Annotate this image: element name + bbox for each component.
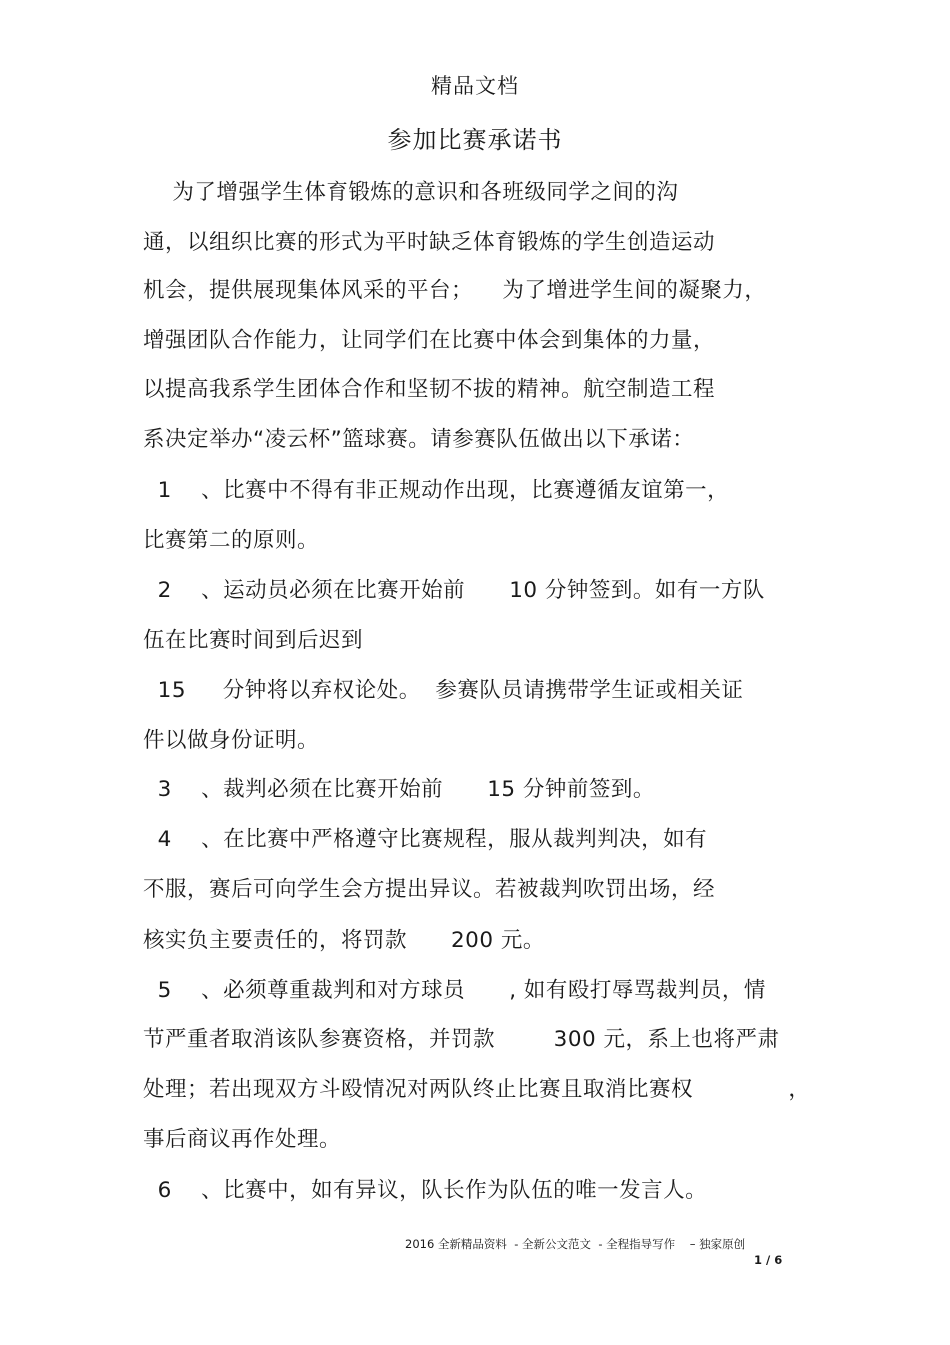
body-line: 节严重者取消该队参赛资格，并罚款 300 元，系上也将严肃 bbox=[143, 1027, 780, 1052]
body-line: 以提高我系学生团体合作和坚韧不拔的精神。航空制造工程 bbox=[143, 377, 716, 402]
body-line: 不服，赛后可向学生会方提出异议。若被裁判吹罚出场，经 bbox=[143, 877, 716, 902]
body-line: 机会，提供展现集体风采的平台； 为了增进学生间的凝聚力， bbox=[143, 278, 767, 303]
body-line: 系决定举办“凌云杯”篮球赛。请参赛队伍做出以下承诺： bbox=[143, 427, 695, 452]
body-line: 5 、必须尊重裁判和对方球员 , 如有殴打辱骂裁判员，情 bbox=[143, 978, 766, 1003]
body-line: 通，以组织比赛的形式为平时缺乏体育锻炼的学生创造运动 bbox=[143, 230, 716, 255]
body-line: 核实负主要责任的，将罚款 200 元。 bbox=[143, 928, 545, 953]
body-line: 4 、在比赛中严格遵守比赛规程，服从裁判判决，如有 bbox=[143, 827, 708, 852]
document-title: 参加比赛承诺书 bbox=[387, 126, 563, 154]
body-line: 伍在比赛时间到后迟到 bbox=[143, 628, 364, 653]
body-line: 事后商议再作处理。 bbox=[143, 1127, 342, 1152]
body-line: 件以做身份证明。 bbox=[143, 728, 320, 753]
body-line: 2 、运动员必须在比赛开始前 10 分钟签到。如有一方队 bbox=[143, 578, 765, 603]
body-line: 处理；若出现双方斗殴情况对两队终止比赛且取消比赛权 ， bbox=[143, 1077, 811, 1102]
body-line: 15 分钟将以弃权论处。 参赛队员请携带学生证或相关证 bbox=[143, 678, 744, 703]
body-line: 6 、比赛中，如有异议，队长作为队伍的唯一发言人。 bbox=[143, 1178, 708, 1203]
body-line: 为了增强学生体育锻炼的意识和各班级同学之间的沟 bbox=[143, 180, 679, 205]
page-footer: 2016 全新精品资料 - 全新公文范文 - 全程指导写作 – 独家原创 bbox=[405, 1237, 746, 1251]
body-line: 增强团队合作能力，让同学们在比赛中体会到集体的力量， bbox=[143, 328, 716, 353]
page-header: 精品文档 bbox=[431, 74, 519, 98]
body-line: 3 、裁判必须在比赛开始前 15 分钟前签到。 bbox=[143, 777, 655, 802]
body-line: 比赛第二的原则。 bbox=[143, 528, 320, 553]
page-number: 1 / 6 bbox=[754, 1253, 783, 1267]
body-line: 1 、比赛中不得有非正规动作出现，比赛遵循友谊第一， bbox=[143, 478, 730, 503]
